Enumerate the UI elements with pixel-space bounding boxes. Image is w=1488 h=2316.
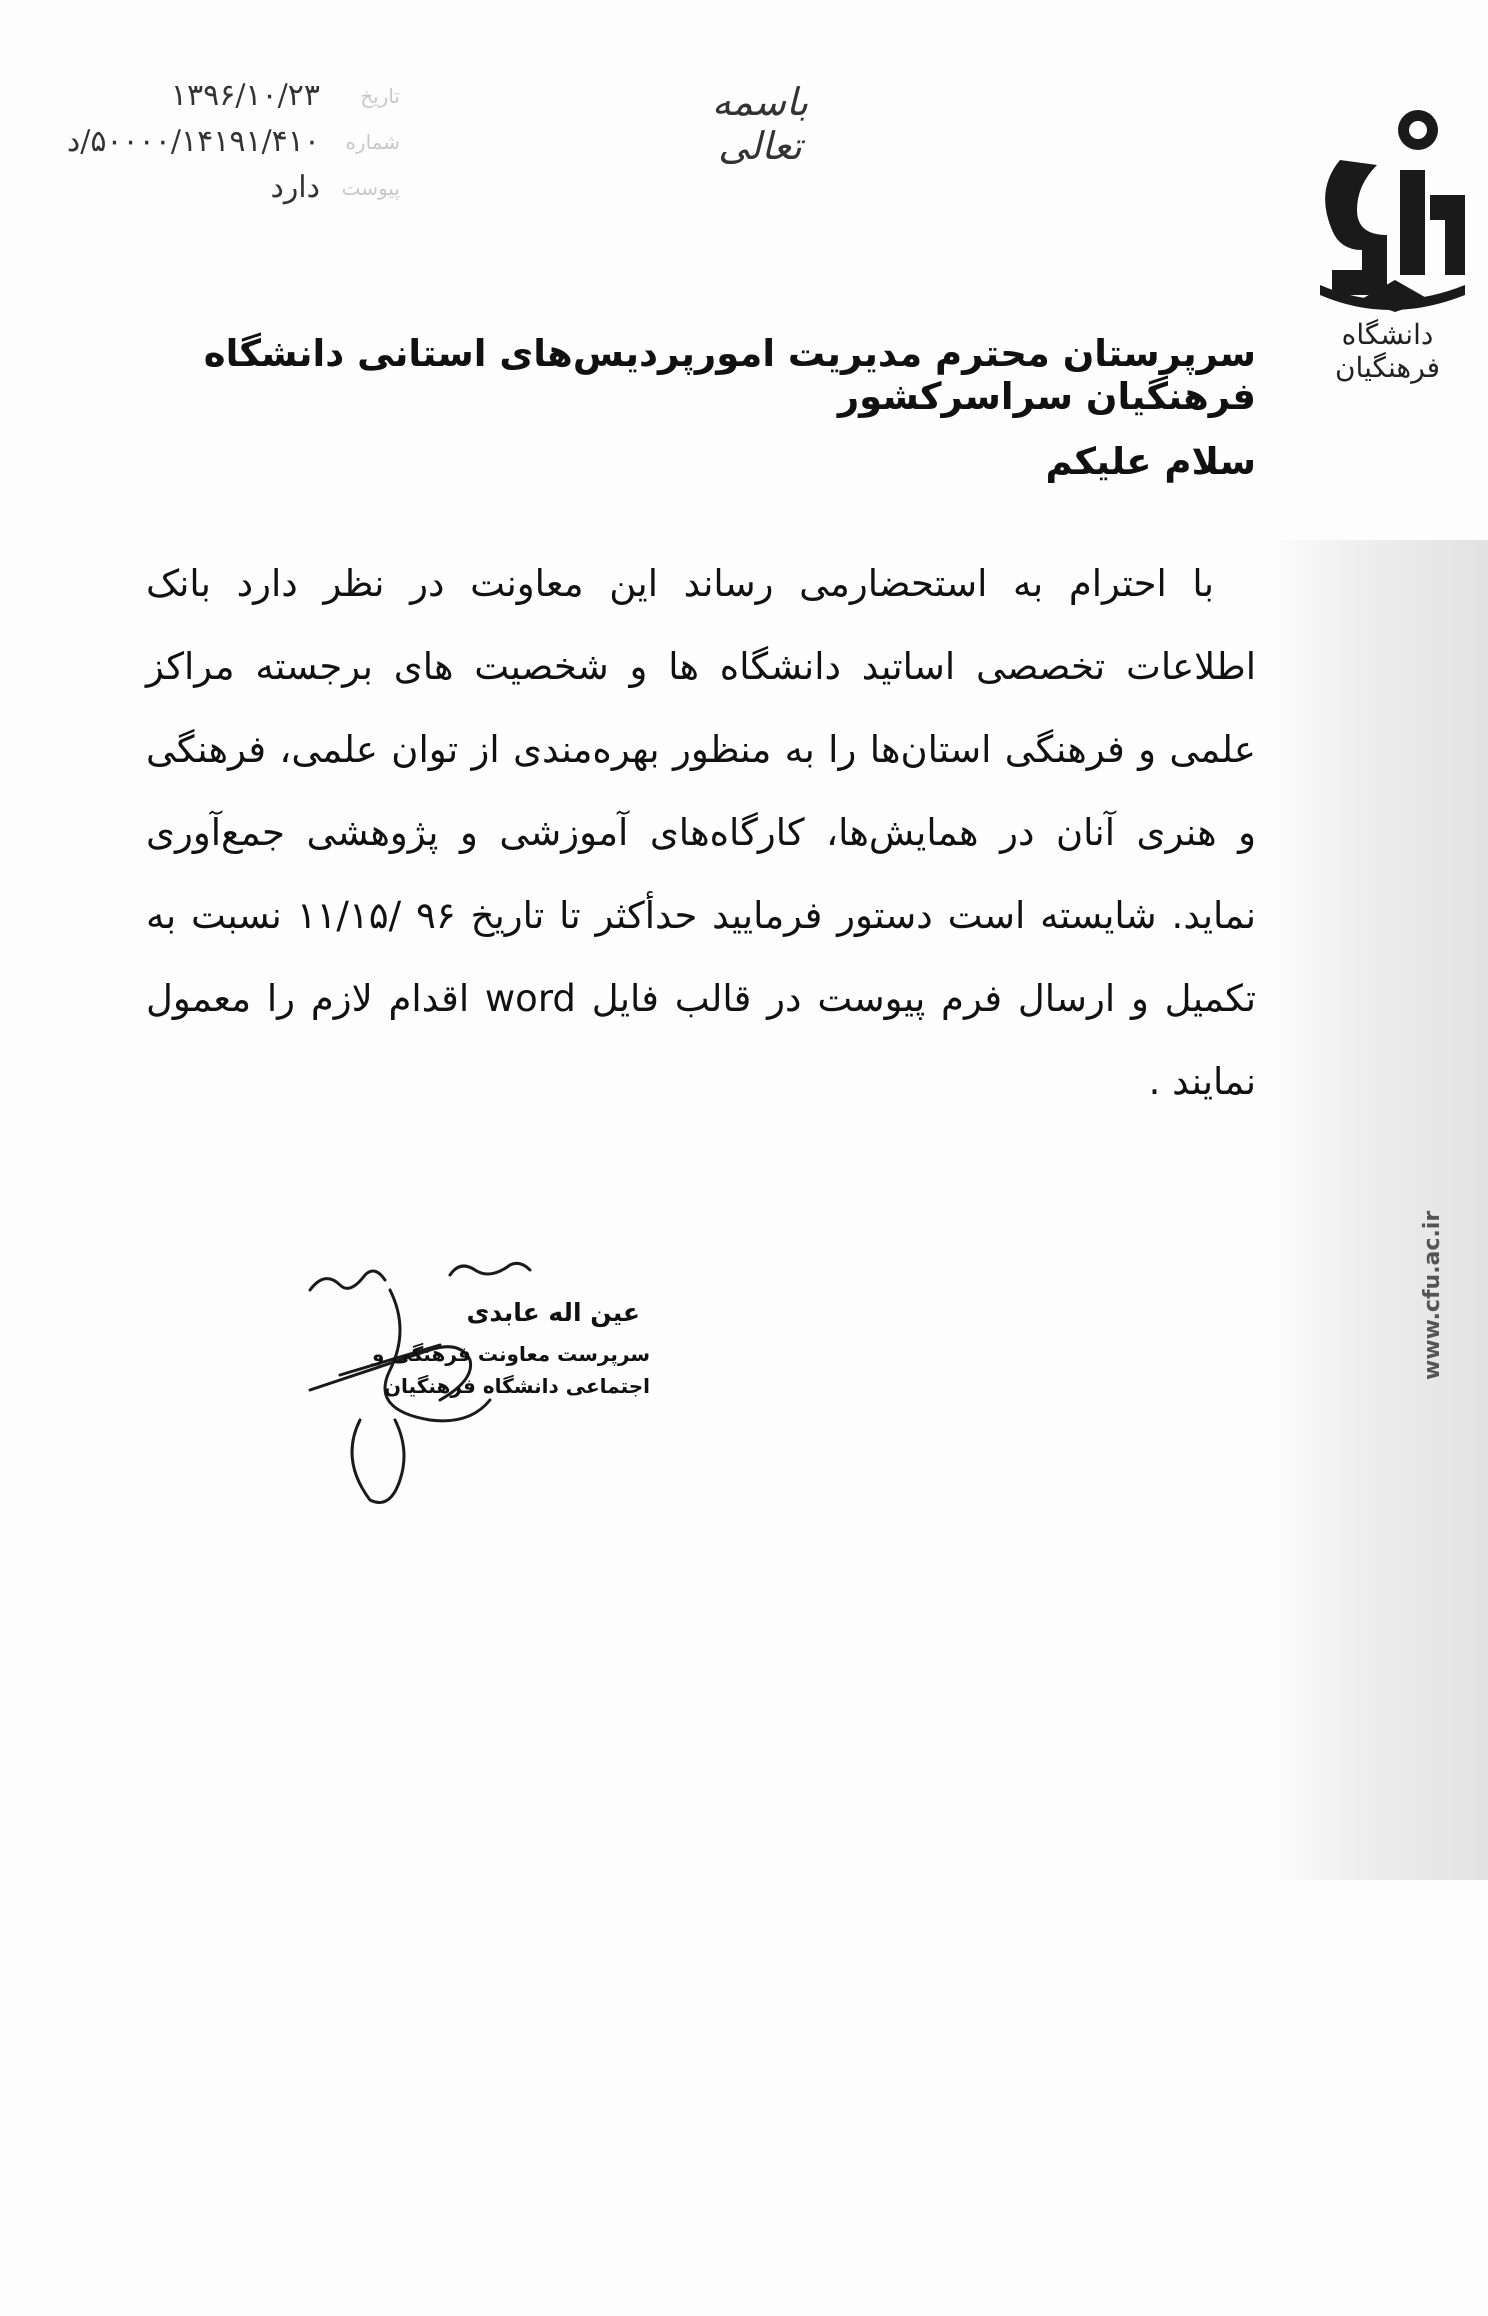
letter-meta — [40, 78, 400, 216]
attachment-value: دارد — [270, 170, 320, 205]
margin-strip — [1280, 540, 1488, 1880]
number-value: ۵۰۰۰۰/۱۴۱۹۱/۴۱۰/د — [66, 124, 320, 159]
margin-url: www.cfu.ac.ir — [1420, 1210, 1445, 1380]
signature-block — [300, 1250, 680, 1510]
signatory-title-line1: سرپرست معاونت فرهنگی و — [372, 1342, 650, 1366]
number-row — [40, 124, 400, 170]
attachment-label: پیوست — [341, 176, 400, 200]
signatory-name: عین اله عابدی — [466, 1298, 640, 1327]
letter-body: با احترام به استحضارمی رساند این معاونت در نظر دارد بانک اطلاعات تخصصی اساتید دانشگاه ها و شخصیت های برجسته مراکز علمی و فرهنگی استان‌ها را به منظور بهره‌مندی از توان علمی، فرهنگی و هنری آنان در همایش‌ها، کارگاه‌های آموزشی و پژوهشی جمع‌آوری نماید. شایسته است دستور فرمایید حدأکثر تا تاریخ ۹۶ /۱۱/۱۵ نسبت به تکمیل و ارسال فرم پیوست در قالب فایل word اقدام لازم را معمول نمایند . — [146, 562, 1256, 1103]
basmala-heading: باسمه تعالی — [711, 80, 809, 168]
logo-caption: دانشگاه فرهنگیان — [1334, 318, 1441, 384]
number-label: شماره — [345, 130, 400, 154]
date-value: ۱۳۹۶/۱۰/۲۳ — [170, 78, 320, 113]
date-row — [40, 78, 400, 124]
greeting-line: سلام علیکم — [1045, 440, 1256, 483]
date-label: تاریخ — [360, 84, 400, 108]
signatory-title-line2: اجتماعی دانشگاه فرهنگیان — [383, 1374, 650, 1398]
recipient-line: سرپرستان محترم مدیریت امورپردیس‌های استانی دانشگاه فرهنگیان سراسرکشور — [203, 332, 1256, 418]
attachment-row — [40, 170, 400, 216]
